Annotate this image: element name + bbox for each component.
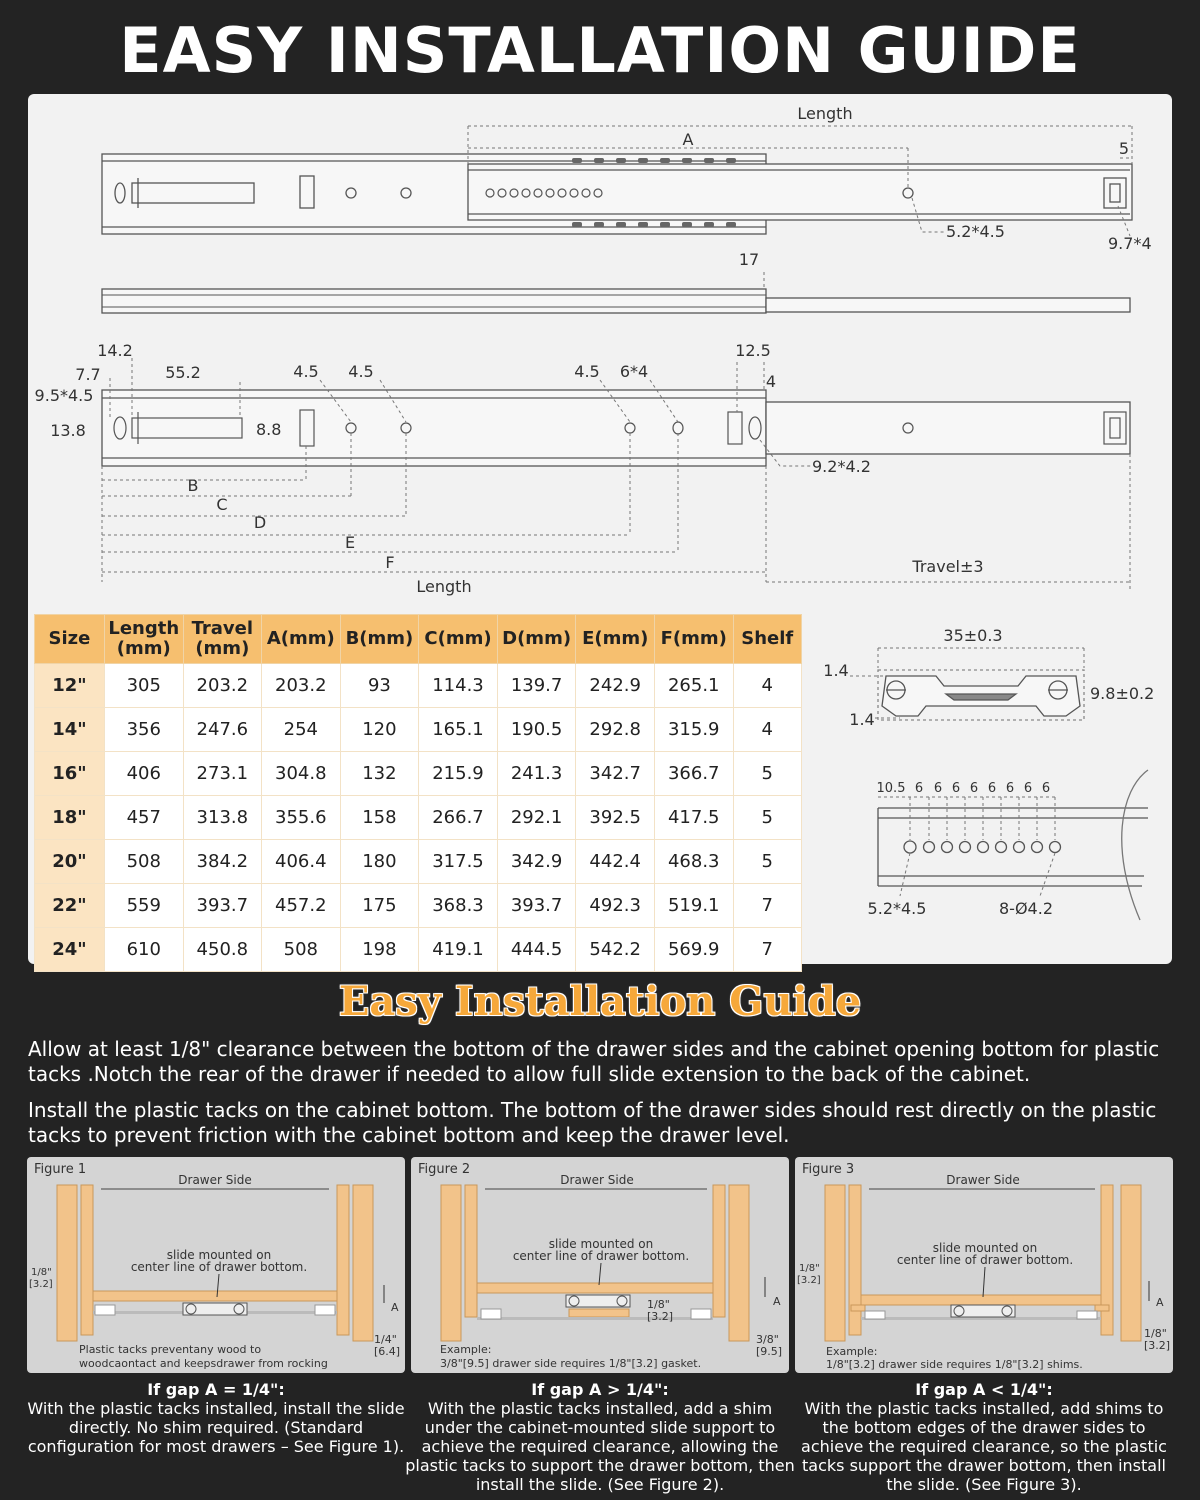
table-cell: 444.5 bbox=[497, 928, 576, 972]
th-e: E(mm) bbox=[576, 615, 655, 664]
dim-9-5: 9.5*4.5 bbox=[34, 386, 94, 405]
table-cell: 450.8 bbox=[183, 928, 261, 972]
table-cell: 254 bbox=[262, 708, 341, 752]
hole-spacing-0: 10.5 bbox=[876, 781, 906, 796]
dim-9-2: 9.2*4.2 bbox=[812, 457, 871, 476]
table-cell: 384.2 bbox=[183, 840, 261, 884]
caption-3-body: With the plastic tacks installed, add shims to the bottom edges of the drawer sides to achieve the required clearance, so the plastic tacks support the drawer bottom, then install the slide. (See Figure 3). bbox=[801, 1399, 1167, 1494]
size-cell: 20" bbox=[35, 840, 105, 884]
table-cell: 417.5 bbox=[654, 796, 733, 840]
figure-2 bbox=[411, 1157, 789, 1373]
table-cell: 114.3 bbox=[419, 664, 498, 708]
figure-2-mid2: [3.2] bbox=[647, 1310, 674, 1323]
figure-1-left2: [3.2] bbox=[29, 1279, 53, 1290]
dim-e: E bbox=[344, 533, 356, 552]
table-cell: 203.2 bbox=[262, 664, 341, 708]
table-row bbox=[35, 752, 802, 796]
size-cell: 24" bbox=[35, 928, 105, 972]
dim-7-7: 7.7 bbox=[75, 365, 101, 384]
table-cell: 356 bbox=[104, 708, 183, 752]
table-cell: 519.1 bbox=[654, 884, 733, 928]
table-cell: 247.6 bbox=[183, 708, 261, 752]
th-c: C(mm) bbox=[419, 615, 498, 664]
dim-14-2: 14.2 bbox=[97, 341, 133, 360]
table-cell: 419.1 bbox=[419, 928, 498, 972]
figure-3-note1: Example: bbox=[826, 1345, 878, 1358]
th-f: F(mm) bbox=[654, 615, 733, 664]
table-cell: 355.6 bbox=[262, 796, 341, 840]
caption-3-title: If gap A < 1/4": bbox=[915, 1380, 1053, 1399]
table-cell: 132 bbox=[340, 752, 419, 796]
hole-spacing-2: 6 bbox=[933, 781, 943, 796]
table-cell: 442.4 bbox=[576, 840, 655, 884]
hole-spacing-6: 6 bbox=[1005, 781, 1015, 796]
table-cell: 7 bbox=[733, 884, 801, 928]
figure-3-mount-line1: slide mounted on bbox=[932, 1241, 1038, 1255]
table-cell: 139.7 bbox=[497, 664, 576, 708]
figure-1-mount-line2: center line of drawer bottom. bbox=[130, 1260, 308, 1274]
table-cell: 304.8 bbox=[262, 752, 341, 796]
profile-height: 9.8±0.2 bbox=[1090, 684, 1155, 703]
caption-2-title: If gap A > 1/4": bbox=[531, 1380, 669, 1399]
dim-12-5: 12.5 bbox=[735, 341, 771, 360]
table-cell: 265.1 bbox=[654, 664, 733, 708]
table-cell: 342.9 bbox=[497, 840, 576, 884]
table-cell: 559 bbox=[104, 884, 183, 928]
hole-spacing-7: 6 bbox=[1023, 781, 1033, 796]
profile-t1: 1.4 bbox=[823, 661, 849, 680]
table-row bbox=[35, 928, 802, 972]
top-five-label: 5 bbox=[1118, 139, 1130, 158]
figure-1-drawer-side: Drawer Side bbox=[178, 1173, 252, 1187]
table-cell: 5 bbox=[733, 796, 801, 840]
figure-2-drawer-side: Drawer Side bbox=[560, 1173, 634, 1187]
table-cell: 392.5 bbox=[576, 796, 655, 840]
figure-3-left2: [3.2] bbox=[797, 1275, 821, 1286]
table-cell: 508 bbox=[104, 840, 183, 884]
table-cell: 492.3 bbox=[576, 884, 655, 928]
table-cell: 292.8 bbox=[576, 708, 655, 752]
table-cell: 190.5 bbox=[497, 708, 576, 752]
table-cell: 273.1 bbox=[183, 752, 261, 796]
table-cell: 342.7 bbox=[576, 752, 655, 796]
table-row bbox=[35, 884, 802, 928]
dim-13-8: 13.8 bbox=[50, 421, 86, 440]
hole-spacing-5: 6 bbox=[987, 781, 997, 796]
caption-2 bbox=[405, 1380, 795, 1494]
size-cell: 14" bbox=[35, 708, 105, 752]
th-b: B(mm) bbox=[340, 615, 419, 664]
figure-2-note2: 3/8"[9.5] drawer side requires 1/8"[3.2] gasket. bbox=[440, 1357, 702, 1370]
hole-spacing-4: 6 bbox=[969, 781, 979, 796]
size-cell: 12" bbox=[35, 664, 105, 708]
table-cell: 368.3 bbox=[419, 884, 498, 928]
table-cell: 203.2 bbox=[183, 664, 261, 708]
dim-b: B bbox=[187, 476, 199, 495]
table-cell: 242.9 bbox=[576, 664, 655, 708]
figure-3-a: A bbox=[1156, 1296, 1164, 1309]
section-subtitle: Easy Installation Guide bbox=[338, 978, 862, 1025]
table-cell: 508 bbox=[262, 928, 341, 972]
table-cell: 4 bbox=[733, 664, 801, 708]
figure-3-r1: 1/8" bbox=[1144, 1327, 1167, 1340]
dim-d: D bbox=[253, 513, 267, 532]
table-cell: 406.4 bbox=[262, 840, 341, 884]
table-cell: 292.1 bbox=[497, 796, 576, 840]
figure-1-left1: 1/8" bbox=[31, 1267, 52, 1278]
figure-3 bbox=[795, 1157, 1173, 1373]
figure-1-note1: Plastic tacks preventany wood to bbox=[79, 1343, 262, 1356]
table-cell: 198 bbox=[340, 928, 419, 972]
figure-1-label: Figure 1 bbox=[34, 1162, 87, 1177]
figure-2-note1: Example: bbox=[440, 1343, 492, 1356]
dim-4: 4 bbox=[765, 372, 777, 391]
figure-2-mid1: 1/8" bbox=[647, 1298, 670, 1311]
th-length: Length (mm) bbox=[104, 615, 183, 664]
table-cell: 457 bbox=[104, 796, 183, 840]
dim-travel: Travel±3 bbox=[912, 557, 984, 576]
caption-1-body: With the plastic tacks installed, install the slide directly. No shim required. (Standard configuration for most drawers – See Figure 1). bbox=[27, 1399, 405, 1456]
table-cell: 165.1 bbox=[419, 708, 498, 752]
dim-6-4: 6*4 bbox=[619, 362, 649, 381]
table-cell: 215.9 bbox=[419, 752, 498, 796]
table-cell: 266.7 bbox=[419, 796, 498, 840]
table-cell: 4 bbox=[733, 708, 801, 752]
table-header-row bbox=[35, 615, 802, 664]
table-cell: 180 bbox=[340, 840, 419, 884]
dim-f: F bbox=[385, 553, 395, 572]
table-cell: 120 bbox=[340, 708, 419, 752]
caption-2-body: With the plastic tacks installed, add a shim under the cabinet-mounted slide support to achieve the required clearance, allowing the plastic tacks to support the drawer bottom, then install the slide. (See Figure 2). bbox=[405, 1399, 795, 1494]
table-cell: 393.7 bbox=[497, 884, 576, 928]
dim-c: C bbox=[216, 495, 228, 514]
figure-1-mount-line1: slide mounted on bbox=[166, 1248, 272, 1262]
table-cell: 305 bbox=[104, 664, 183, 708]
size-cell: 22" bbox=[35, 884, 105, 928]
th-travel: Travel (mm) bbox=[183, 615, 261, 664]
table-cell: 5 bbox=[733, 840, 801, 884]
top-a-label: A bbox=[682, 130, 694, 149]
table-row bbox=[35, 796, 802, 840]
hole-spacing-1: 6 bbox=[914, 781, 924, 796]
top-slot-label: 9.7*4 bbox=[1108, 234, 1152, 253]
th-a: A(mm) bbox=[262, 615, 341, 664]
table-cell: 457.2 bbox=[262, 884, 341, 928]
table-cell: 5 bbox=[733, 752, 801, 796]
figure-3-mount-line2: center line of drawer bottom. bbox=[896, 1253, 1074, 1267]
th-size: Size bbox=[35, 615, 105, 664]
instruction-paragraph-1: Allow at least 1/8" clearance between the bottom of the drawer sides and the cabinet opening bottom for plastic tacks .Notch the rear of the drawer if needed to allow full slide extension to the back of the cabinet. bbox=[28, 1037, 1160, 1086]
profile-t2: 1.4 bbox=[849, 710, 875, 729]
table-cell: 175 bbox=[340, 884, 419, 928]
table-cell: 542.2 bbox=[576, 928, 655, 972]
hole-spacing-8: 6 bbox=[1041, 781, 1051, 796]
table-cell: 569.9 bbox=[654, 928, 733, 972]
figure-3-drawer-side: Drawer Side bbox=[946, 1173, 1020, 1187]
table-cell: 315.9 bbox=[654, 708, 733, 752]
table-row bbox=[35, 840, 802, 884]
dim-4-5-c: 4.5 bbox=[574, 362, 600, 381]
table-cell: 610 bbox=[104, 928, 183, 972]
profile-width: 35±0.3 bbox=[943, 626, 1003, 645]
figure-2-mount-line2: center line of drawer bottom. bbox=[512, 1249, 690, 1263]
table-cell: 366.7 bbox=[654, 752, 733, 796]
edge-17-label: 17 bbox=[738, 250, 760, 269]
dim-8-8: 8.8 bbox=[256, 420, 282, 439]
figure-1 bbox=[27, 1157, 405, 1373]
table-cell: 317.5 bbox=[419, 840, 498, 884]
hole-slot-label: 5.2*4.5 bbox=[867, 899, 927, 918]
figure-1-note2: woodcaontact and keepsdrawer from rocking bbox=[79, 1357, 328, 1370]
caption-1 bbox=[21, 1380, 411, 1456]
table-cell: 158 bbox=[340, 796, 419, 840]
table-row bbox=[35, 664, 802, 708]
figure-2-r2: [9.5] bbox=[756, 1345, 783, 1358]
top-hole-label: 5.2*4.5 bbox=[946, 222, 1005, 241]
table-cell: 406 bbox=[104, 752, 183, 796]
th-d: D(mm) bbox=[497, 615, 576, 664]
size-cell: 18" bbox=[35, 796, 105, 840]
table-cell: 468.3 bbox=[654, 840, 733, 884]
table-cell: 313.8 bbox=[183, 796, 261, 840]
figure-2-a: A bbox=[773, 1295, 781, 1308]
figure-2-label: Figure 2 bbox=[418, 1162, 471, 1177]
dim-length: Length bbox=[416, 577, 472, 596]
dim-4-5-a: 4.5 bbox=[293, 362, 319, 381]
figure-3-left1: 1/8" bbox=[799, 1263, 820, 1274]
caption-3 bbox=[789, 1380, 1179, 1494]
figure-3-label: Figure 3 bbox=[802, 1162, 855, 1177]
table-cell: 7 bbox=[733, 928, 801, 972]
size-spec-table bbox=[34, 614, 802, 972]
figure-1-r1: 1/4" bbox=[374, 1333, 397, 1346]
table-cell: 241.3 bbox=[497, 752, 576, 796]
table-cell: 93 bbox=[340, 664, 419, 708]
dim-55-2: 55.2 bbox=[165, 363, 201, 382]
hole-round-label: 8-Ø4.2 bbox=[999, 899, 1053, 918]
page-title: EASY INSTALLATION GUIDE bbox=[119, 14, 1081, 87]
figure-1-r2: [6.4] bbox=[374, 1345, 401, 1358]
caption-1-title: If gap A = 1/4": bbox=[147, 1380, 285, 1399]
figure-3-r2: [3.2] bbox=[1144, 1339, 1171, 1352]
dim-4-5-b: 4.5 bbox=[348, 362, 374, 381]
size-cell: 16" bbox=[35, 752, 105, 796]
top-length-label: Length bbox=[797, 104, 853, 123]
figure-2-r1: 3/8" bbox=[756, 1333, 779, 1346]
hole-spacing-3: 6 bbox=[951, 781, 961, 796]
table-cell: 393.7 bbox=[183, 884, 261, 928]
th-shelf: Shelf bbox=[733, 615, 801, 664]
instruction-paragraph-2: Install the plastic tacks on the cabinet bottom. The bottom of the drawer sides should rest directly on the plastic tacks to prevent friction with the cabinet bottom and keep the drawer level. bbox=[28, 1098, 1157, 1147]
table-row bbox=[35, 708, 802, 752]
figure-1-a: A bbox=[391, 1301, 399, 1314]
figure-3-note2: 1/8"[3.2] drawer side requires 1/8"[3.2] shims. bbox=[826, 1358, 1083, 1371]
figure-2-mount-line1: slide mounted on bbox=[548, 1237, 654, 1251]
